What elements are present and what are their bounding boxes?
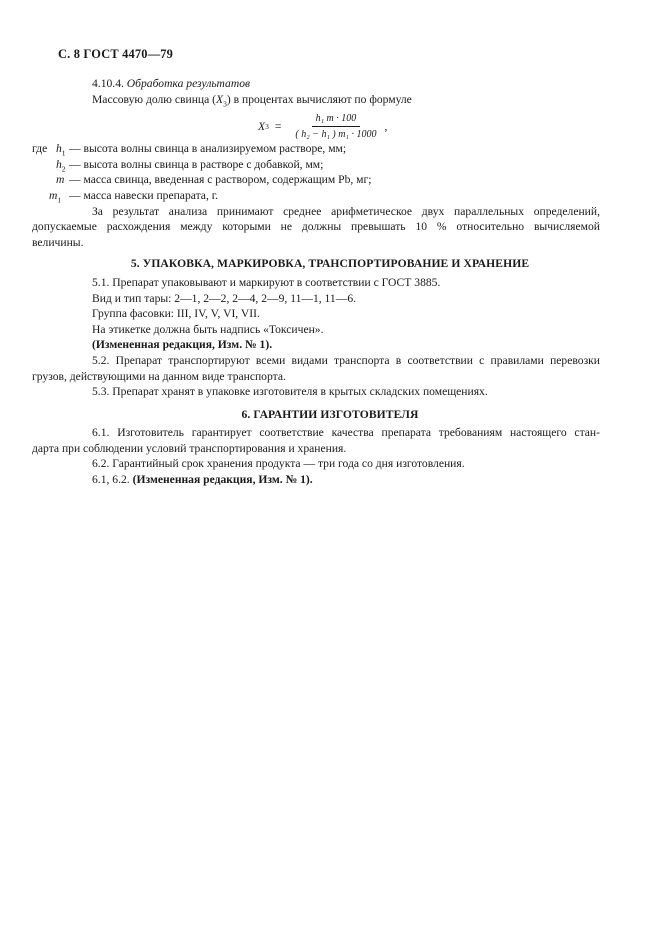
definition-h1: где $h_1$ — высота волны свинца в анализируемом растворе, мм;	[32, 142, 347, 158]
packing-group: Группа фасовки: III, IV, V, VI, VII.	[92, 307, 260, 321]
amendment-note-6: 6.1, 6.2. (Измененная редакция, Изм. № 1).	[92, 473, 313, 487]
formula-denominator: ( h₂ − h₁ ) m₁ · 1000	[295, 129, 377, 141]
label-text: На этикетке должна быть надпись «Токсичен».	[92, 322, 324, 336]
definition-m: m — масса свинца, введенная с раствором, содержащим Pb, мг;	[56, 173, 372, 187]
formula-fraction	[291, 112, 380, 141]
result-paragraph: За результат анализа принимают среднее арифметическое двух параллельных определений, допускаемые расхождения между которыми не должны превышать 10 % относительно вычисляемой величины.	[32, 204, 600, 249]
formula: X 3 = $\frac{\text{h₁ m · 100}}{\text{( h₂ − h₁ ) m₁ · 1000}}$ ,	[258, 113, 388, 141]
page-content	[32, 76, 600, 488]
formula-intro: Массовую долю свинца $(X_3)$ в процентах вычисляют по формуле	[92, 92, 412, 108]
section-6-title: 6. ГАРАНТИИ ИЗГОТОВИТЕЛЯ	[241, 407, 419, 421]
page-header: С. 8 ГОСТ 4470—79	[58, 47, 174, 61]
formula-numerator: h₁ m · 100	[312, 112, 361, 127]
clause-6-2: 6.2. Гарантийный срок хранения продукта — три года со дня изготовления.	[92, 457, 465, 471]
formula-tail: ,	[384, 119, 388, 133]
definition-h2: $h_2$ — высота волны свинца в растворе с добавкой, мм;	[56, 157, 324, 174]
subsection-title: Обработка результатов	[126, 77, 251, 90]
subsection-4-10-4	[60, 76, 600, 92]
formula-block	[60, 107, 600, 141]
formula-equals: =	[274, 119, 282, 133]
clause-5-3: 5.3. Препарат хранят в упаковке изготовителя в крытых складских помещениях.	[92, 385, 488, 399]
amendment-note-5: (Измененная редакция, Изм. № 1).	[92, 338, 273, 352]
container-types: Вид и тип тары: 2—1, 2—2, 2—4, 2—9, 11—1, 11—6.	[92, 291, 357, 305]
subsection-number: 4.10.4.	[92, 77, 124, 90]
definition-m1: $m_1$ — масса навески препарата, г.	[49, 188, 219, 205]
clause-5-1: 5.1. Препарат упаковывают и маркируют в соответствии с ГОСТ 3885.	[92, 275, 441, 289]
section-5-title: 5. УПАКОВКА, МАРКИРОВКА, ТРАНСПОРТИРОВАНИЕ И ХРАНЕНИЕ	[130, 257, 530, 271]
formula-lhs: X	[258, 119, 266, 133]
clause-5-2: 5.2. Препарат транспортируют всеми видами транспорта в соответствии с правилами перевозки грузов, действующими на данном виде транспорта.	[32, 353, 600, 383]
definitions-list	[32, 141, 600, 203]
clause-6-1: 6.1. Изготовитель гарантирует соответствие качества препарата требованиям настоящего стан- дарта при соблюдении условий транспортирования и хранения.	[32, 426, 600, 455]
